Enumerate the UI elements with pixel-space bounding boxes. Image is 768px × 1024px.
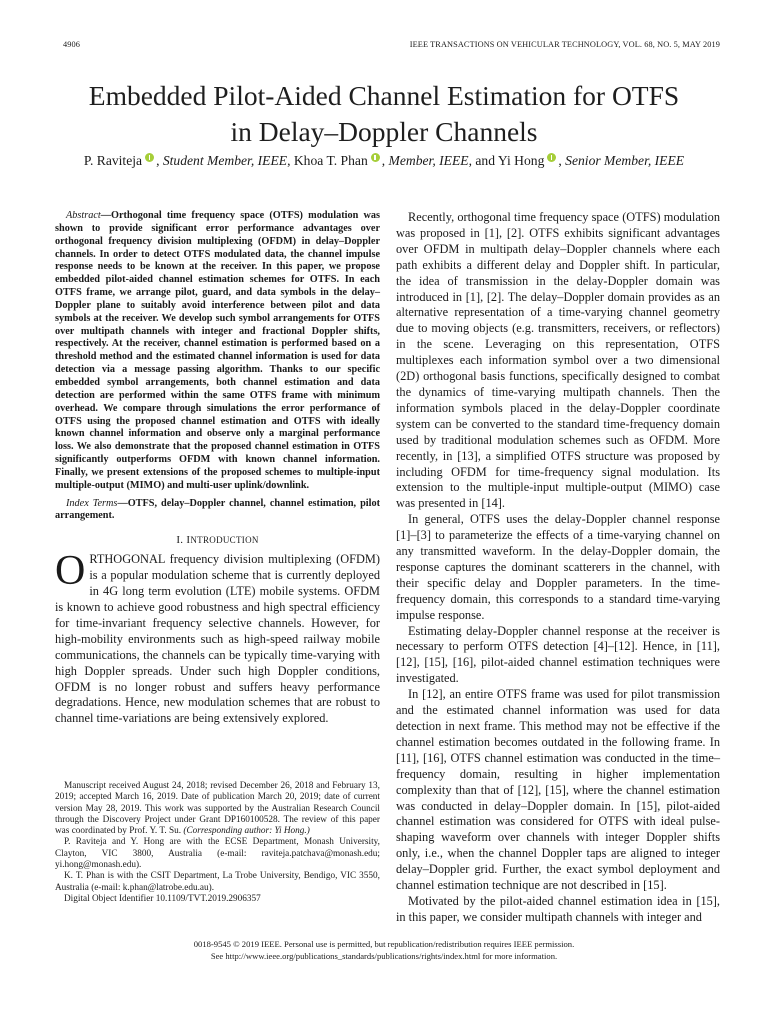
body-paragraph: Estimating delay-Doppler channel response at the receiver is necessary to perform OTFS detection [4]–[12]. Hence, in [11], [12], [15], [16], pilot-aided channel estimation techniques were investigated.: [396, 623, 720, 686]
right-column: [396, 210, 720, 926]
body-paragraph: Recently, orthogonal time frequency space (OTFS) modulation was proposed in [1], [2]. OTFS exhibits significant advantages over OFDM in multipath delay–Doppler channels where each path exhibits a different delay and Doppler shift. In particular, the idea of transmission in the delay-Doppler domain was introduced in [1], [2]. The delay–Doppler domain provides as an alternative representation of a time-varying channel geometry due to moving objects (e.g. transmitters, receivers, or reflectors) in the scene. Leveraging on this representation, OTFS multiplexes each information symbol over a two dimensional (2D) orthogonal basis functions, specifically designed to combat the dynamics of time-varying multipath channels. Then the information symbols placed in the delay-Doppler coordinate system can be converted to the standard time-frequency domain used by traditional modulation schemes such as OFDM. More recently, in [13], a simplified OTFS structure was proposed by including OFDM for time-frequency signal modulation. Its extension to the multiple-input multiple-output (MIMO) case was presented in [14].: [396, 210, 720, 511]
intro-paragraph: [55, 548, 380, 727]
orcid-icon[interactable]: [145, 153, 154, 162]
footnote-affiliation: P. Raviteja and Y. Hong are with the ECSE Department, Monash University, Clayton, VIC 3800, Australia (e-mail: raviteja.patchava@monash.edu; yi.hong@monash.edu).: [55, 837, 380, 871]
journal-name: IEEE TRANSACTIONS ON VEHICULAR TECHNOLOGY, VOL. 68, NO. 5, MAY 2019: [409, 40, 720, 49]
footnote: [55, 781, 380, 905]
abstract: [55, 210, 380, 493]
running-header: [63, 40, 720, 56]
author-conjunction: and: [475, 153, 496, 168]
intro-paragraph-text: RTHOGONAL frequency division multiplexing (OFDM) is a popular modulation scheme that is currently deployed in 4G long term evolution (LTE) mobile systems. OFDM is known to achieve good robustness and high spectral efficiency for time-invariant frequency selective channels. However, for high-mobility environments such as high-speed railway mobile communications, the channels can be typically time-varying with high Doppler spreads. Under such high Doppler conditions, OFDM is no longer robust and suffers heavy performance degradations. Hence, new modulation schemes that are robust to channel time-variations are being extensively explored.: [55, 552, 380, 726]
left-column: [55, 210, 380, 727]
section-title-rest: NTRODUCTION: [190, 535, 259, 546]
body-paragraph: In general, OTFS uses the delay-Doppler channel response [1]–[3] to parameterize the effects of a time-varying channel on any transmitted waveform. In the delay-Doppler domain, the response captures the dominant scatterers in the channel, with their specific delay and Doppler parameters. In the time-frequency domain, this corresponds to a standard time-varying impulse response.: [396, 512, 720, 622]
section-title-first: I: [186, 534, 191, 547]
footnote-doi: Digital Object Identifier 10.1109/TVT.2019.2906357: [64, 893, 261, 904]
index-terms: [55, 498, 380, 524]
orcid-icon[interactable]: [547, 153, 556, 162]
index-terms-label: Index Terms: [66, 497, 118, 509]
abstract-label: Abstract: [66, 210, 101, 221]
index-terms-text: —OTFS, delay–Doppler channel, channel estimation, pilot arrangement.: [55, 497, 381, 522]
body-paragraph: In [12], an entire OTFS frame was used for pilot transmission and the estimated channel information was used for data detection in next frame. This method may not be effective if the channel estimation becomes outdated in the following frame. In [11], [16], OTFS channel estimation was conducted in the time–frequency domain, resulting in higher implementation complexity than that of [12], [15], where the channel estimation was conducted in delay–Doppler domain. In [15], pilot-aided channel estimation was considered for OTFS with ideal pulse-shaping waveform over channels with integer Doppler shifts only, i.e., when the channel Doppler taps are aligned to integer delay–Doppler grid. Further, the exact symbol deployment and channel estimation technique are not described in [15].: [396, 687, 720, 893]
author-name: Khoa T. Phan: [293, 153, 368, 168]
author-list: P. Raviteja , Student Member, IEEE, Khoa T. Phan , Member, IEEE, and Yi Hong , Senior Member, IEEE: [83, 153, 685, 168]
drop-cap: O: [55, 548, 86, 595]
author-name: P. Raviteja: [83, 153, 143, 168]
title-line-1: Embedded Pilot-Aided Channel Estimation for OTFS: [88, 80, 680, 111]
footnote-affiliation: K. T. Phan is with the CSIT Department, La Trobe University, Bendigo, VIC 3550, Australia (e-mail: k.phan@latrobe.edu.au).: [55, 871, 380, 893]
page-number: 4906: [63, 40, 80, 49]
author-role: Member, IEEE: [388, 153, 469, 168]
section-heading-introduction: [55, 534, 380, 546]
body-paragraph: Motivated by the pilot-aided channel estimation idea in [15], in this paper, we consider multipath channels with integer and: [396, 893, 720, 924]
abstract-text: —Orthogonal time frequency space (OTFS) modulation was shown to provide significant error performance advantages over orthogonal frequency division multiplexing (OFDM) in delay–Doppler channels. In order to detect OTFS modulated data, the channel impulse response needs to be known at the receiver. In this paper, we propose embedded pilot-aided channel estimation schemes for OTFS. In each OTFS frame, we arrange pilot, guard, and data symbols in the delay–Doppler plane to suitably avoid interference between pilot and data symbols at the receiver. We develop such symbol arrangements for OTFS over multipath channels with integer and fractional Doppler shifts, respectively. At the receiver, channel estimation is performed based on a threshold method and the estimated channel information is used for data detection via a message passing algorithm. Thanks to our specific embedded symbol arrangements, both channel estimation and data detection are performed within the same OTFS frame with minimum overhead. We compare through simulations the error performance of OTFS using the proposed channel estimation and OTFS with ideally known channel information and observe only a marginal performance loss. We also demonstrate that the proposed channel estimation in OTFS significantly outperforms OFDM with known channel information. Finally, we present extensions of the proposed schemes to multiple-input multiple-output (MIMO) and multi-user uplink/downlink.: [55, 210, 380, 491]
copyright-line: 0018-9545 © 2019 IEEE. Personal use is permitted, but republication/redistribution requires IEEE permission.: [193, 939, 575, 949]
paper-title: [0, 78, 768, 150]
footnote-manuscript: Manuscript received August 24, 2018; revised December 26, 2018 and February 13, 2019; accepted March 16, 2019. Date of publication March 20, 2019; date of current version May 28, 2019. This work was supported by the Australian Research Council through the Discovery Project under Grant DP160100528. The review of this paper was coordinated by Prof. Y. T. Su. (Corresponding author: Yi Hong.): [55, 781, 380, 837]
author-role: Senior Member, IEEE: [565, 153, 685, 168]
orcid-icon[interactable]: [371, 153, 380, 162]
author-role: Student Member, IEEE: [162, 153, 288, 168]
author-name: Yi Hong: [497, 153, 545, 168]
title-line-2: in Delay–Doppler Channels: [230, 116, 538, 147]
copyright-line: See http://www.ieee.org/publications_standards/publications/rights/index.html for more information.: [210, 950, 558, 961]
section-numeral: I.: [176, 534, 184, 547]
copyright-notice: [0, 939, 768, 962]
